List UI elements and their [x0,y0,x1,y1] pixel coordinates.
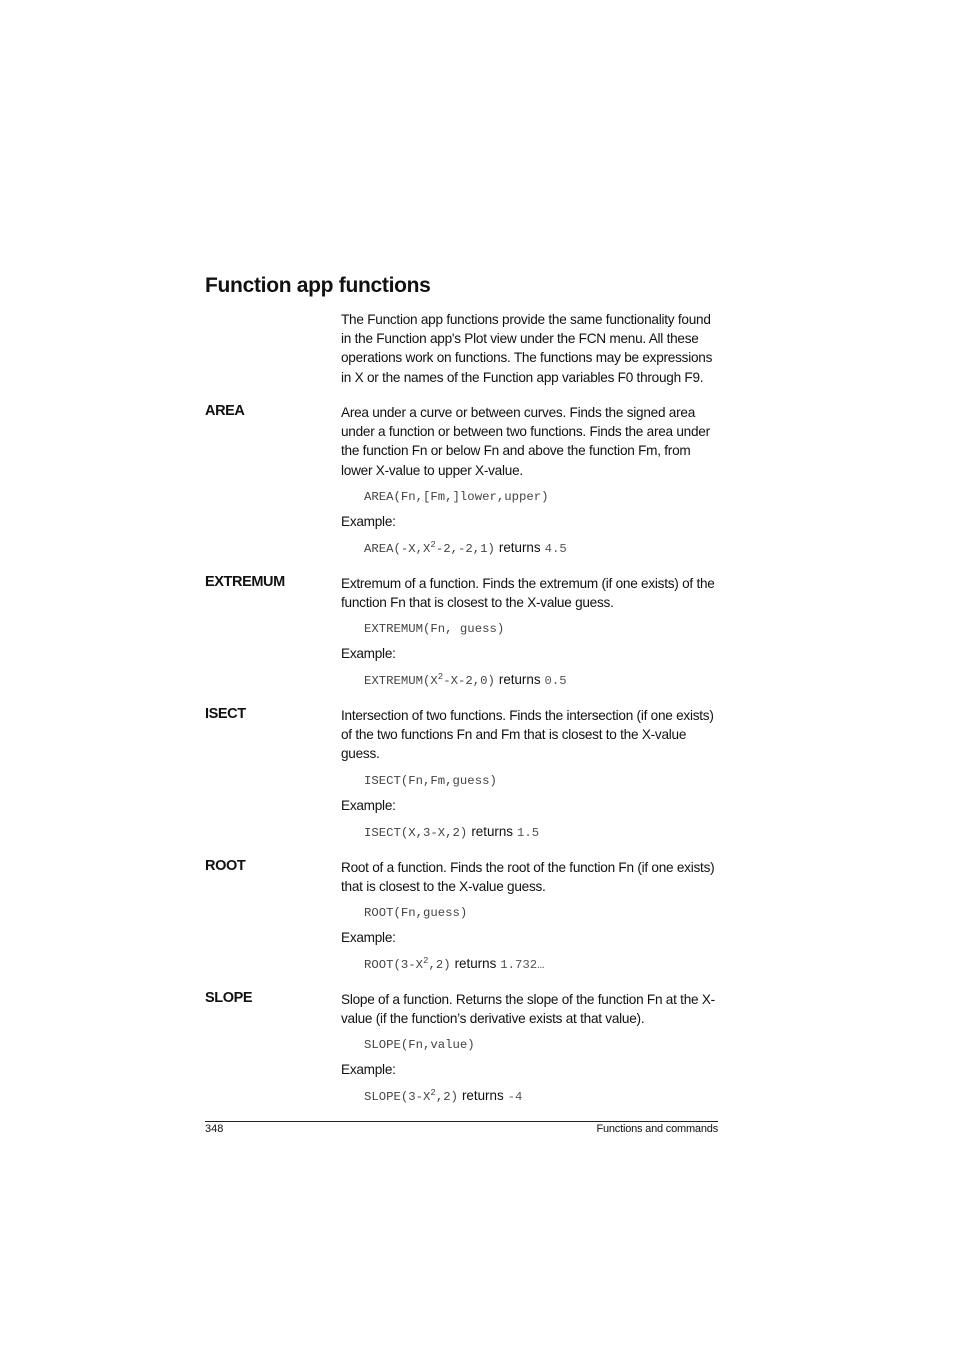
footer-section-title: Functions and commands [596,1123,718,1135]
term-heading: EXTREMUM [205,574,285,590]
example-line: $EXTREMUM(X^2-X-2,0)$ returns 0.5 [364,672,567,689]
example-line: $AREA(-X,X^2-2,-2,1)$ returns 4.5 [364,539,567,556]
term-heading: SLOPE [205,990,253,1006]
example-line: $ROOT(3-X^2,2)$ returns 1.732… [364,956,545,973]
example-line: ISECT(X,3-X,2) returns 1.5 [364,823,540,840]
syntax-line: ISECT(Fn,Fm,guess) [364,773,497,788]
term-description: Extremum of a function. Finds the extremum (if one exists) of the function Fn that is closest to the X-value guess. [341,576,715,611]
term-description: Intersection of two functions. Finds the intersection (if one exists) of the two functions Fn and Fm that is closest to the X-value guess. [341,708,714,762]
syntax-line: EXTREMUM(Fn, guess) [364,622,505,637]
syntax-line: ROOT(Fn,guess) [364,906,468,921]
example-line: $SLOPE(3-X^2,2)$ returns -4 [364,1088,523,1105]
entry-isect [205,706,719,842]
footer-rule [205,1121,718,1122]
example-label: Example: [341,1062,396,1078]
term-description: Slope of a function. Returns the slope of the function Fn at the X-value (if the function’s derivative exists at that value). [341,992,715,1027]
example-label: Example: [341,646,396,662]
term-description: Area under a curve or between curves. Finds the signed area under a function or between two functions. Finds the area under the function Fn or below Fn and above the function Fm, from lower X-value to upper X-value. [341,405,710,478]
entry-area [205,403,719,558]
example-label: Example: [341,797,396,813]
term-heading: ISECT [205,706,246,722]
intro-paragraph: The Function app functions provide the same functionality found in the Function app's Plot view under the FCN menu. All these operations work on functions. The functions may be expressions in X or the names of the Function app variables F0 through F9. [341,312,713,385]
term-heading: ROOT [205,858,246,874]
term-heading: AREA [205,403,245,419]
page-number: 348 [205,1123,224,1135]
syntax-line: AREA(Fn,[Fm,]lower,upper) [364,489,549,504]
entry-extremum [205,574,719,690]
example-label: Example: [341,930,396,946]
syntax-line: SLOPE(Fn,value) [364,1038,475,1053]
entry-slope [205,990,719,1106]
term-description: Root of a function. Finds the root of the function Fn (if one exists) that is closest to the X-value guess. [341,860,715,895]
entry-root [205,858,719,974]
page-title: Function app functions [205,274,431,297]
example-label: Example: [341,513,396,529]
